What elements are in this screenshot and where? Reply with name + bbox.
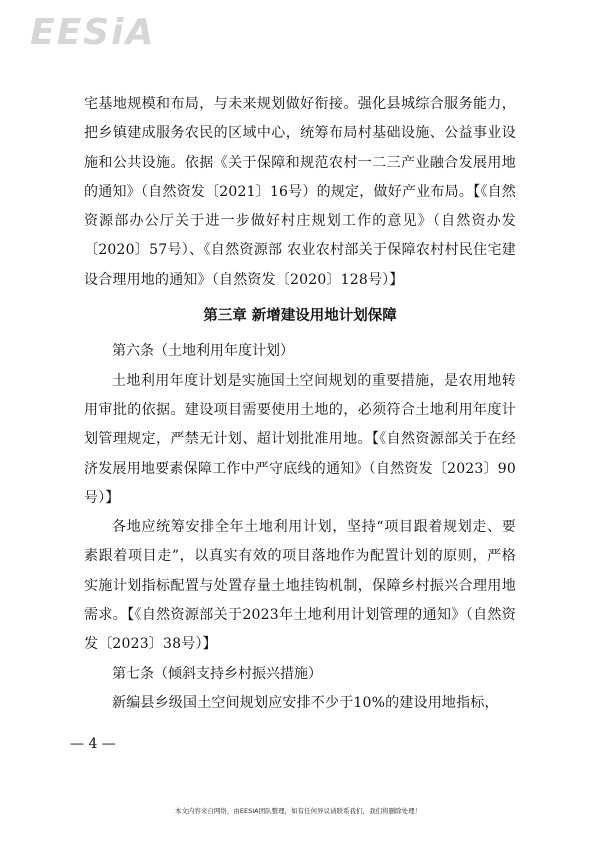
paragraph-housing-land: 宅基地规模和布局，与未来规划做好衔接。强化县城综合服务能力，把乡镇建成服务农民的区域中心，统筹布局村基础设施、公益事业设施和公共设施。依据《关于保障和规范农村一二三产业融合发展用地的通知》（自然资发〔2021〕16号）的规定，做好产业布局。【《自然资源部办公厅关于进一步做好村庄规划工作的意见》（自然资办发〔2020〕57号）、《自然资源部 农业农村部关于保障农村村民住宅建设合理用地的通知》（自然资发〔2020〕128号）】	[84, 96, 516, 288]
document-body	[84, 90, 516, 718]
paragraph-rural-revitalization: 新编县乡级国土空间规划应安排不少于10%的建设用地指标，	[112, 694, 499, 711]
chapter-heading: 第三章 新增建设用地计划保障	[203, 308, 397, 325]
paragraph-plan-arrangement: 各地应统筹安排全年土地利用计划，坚持“项目跟着规划走、要素跟着项目走”，以真实有效的项目落地作为配置计划的原则，严格实施计划指标配置与处置存量土地挂钩机制，保障乡村振兴合理用地需求。【《自然资源部关于2023年土地利用计划管理的通知》（自然资发〔2023〕38号）】	[84, 519, 516, 653]
page-number: — 4 —	[70, 736, 116, 752]
eesia-logo: EESiA	[30, 12, 156, 53]
article-7-heading: 第七条（倾斜支持乡村振兴措施）	[112, 665, 322, 682]
footer-disclaimer: 本文内容来自网络，由EESIA团队整理，如有任何异议请联系我们，我们将删除处理！	[174, 807, 422, 815]
paragraph-annual-plan: 土地利用年度计划是实施国土空间规划的重要措施，是农用地转用审批的依据。建设项目需要使用土地的，必须符合土地利用年度计划管理规定，严禁无计划、超计划批准用地。【《自然资源部关于在经济发展用地要素保障工作中严守底线的通知》（自然资发〔2023〕90号）】	[84, 372, 516, 506]
article-6-heading: 第六条（土地利用年度计划）	[112, 343, 294, 360]
